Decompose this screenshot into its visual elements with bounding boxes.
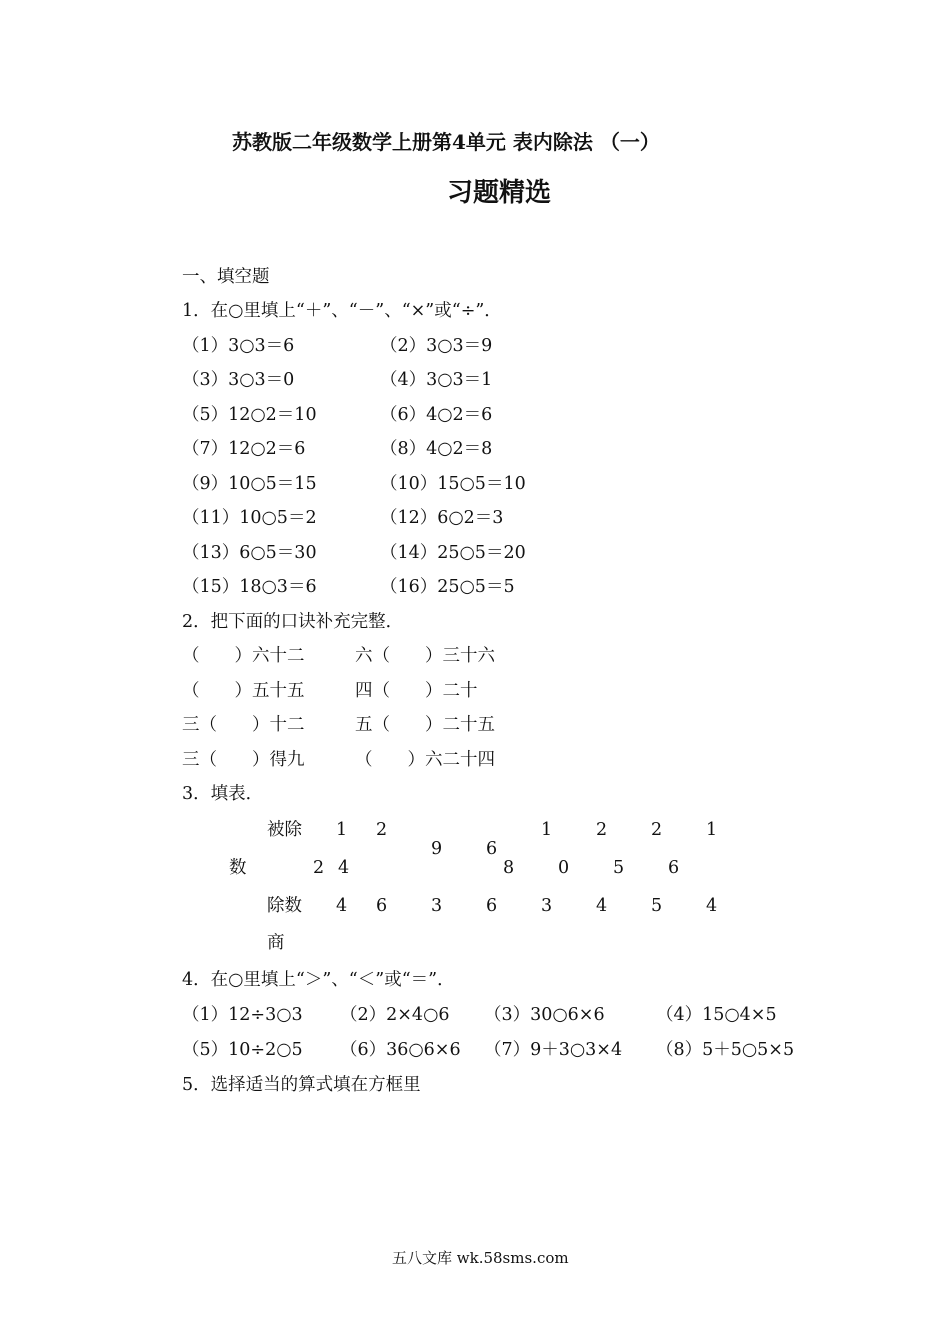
q1-item: （13）6○5＝30	[182, 543, 317, 563]
dividend-digit: 0	[558, 858, 570, 878]
q1-item: （10）15○5＝10	[380, 474, 526, 494]
divisor-value: 6	[486, 896, 498, 916]
q1-item: （5）12○2＝10	[182, 405, 317, 425]
dividend-digit: 9	[431, 839, 443, 859]
q2-item: （ ）六二十四	[355, 750, 495, 770]
q1-item: （8）4○2＝8	[380, 439, 493, 459]
q1-item: （6）4○2＝6	[380, 405, 493, 425]
dividend-label: 被除	[267, 820, 302, 840]
q1-item: （15）18○3＝6	[182, 577, 317, 597]
q1-item: （16）25○5＝5	[380, 577, 515, 597]
divisor-value: 3	[431, 896, 443, 916]
dividend-label: 数	[229, 858, 247, 878]
divisor-value: 4	[596, 896, 608, 916]
dividend-digit: 6	[486, 839, 498, 859]
dividend-digit: 1	[541, 820, 553, 840]
divisor-value: 4	[706, 896, 718, 916]
q2-item: 四（ ）二十	[355, 681, 478, 701]
q4-item: （2）2×4○6	[340, 1005, 450, 1025]
q1-item: （4）3○3＝1	[380, 370, 493, 390]
q4-item: （3）30○6×6	[484, 1005, 605, 1025]
q1-item: （11）10○5＝2	[182, 508, 317, 528]
document-subtitle: 习题精选	[447, 178, 552, 208]
q1-item: （3）3○3＝0	[182, 370, 295, 390]
q4-item: （5）10÷2○5	[182, 1040, 303, 1060]
quotient-label: 商	[267, 933, 285, 953]
q4-item: （7）9＋3○3×4	[484, 1040, 623, 1060]
divisor-value: 5	[651, 896, 663, 916]
q4-item: （6）36○6×6	[340, 1040, 461, 1060]
dividend-digit: 6	[668, 858, 680, 878]
q1-item: （9）10○5＝15	[182, 474, 317, 494]
dividend-digit: 2	[651, 820, 663, 840]
dividend-digit: 2	[313, 858, 325, 878]
q1-item: （7）12○2＝6	[182, 439, 306, 459]
q2-item: 五（ ）二十五	[355, 715, 495, 735]
q5-prompt: 5．选择适当的算式填在方框里	[182, 1075, 421, 1095]
dividend-digit: 1	[336, 820, 348, 840]
dividend-digit: 8	[503, 858, 515, 878]
q1-item: （14）25○5＝20	[380, 543, 526, 563]
q3-prompt: 3．填表．	[182, 784, 264, 804]
divisor-label: 除数	[267, 896, 302, 916]
page-footer: 五八文库 wk.58sms.com	[392, 1249, 569, 1267]
q2-item: 三（ ）得九	[182, 750, 305, 770]
dividend-digit: 2	[596, 820, 608, 840]
dividend-digit: 5	[613, 858, 625, 878]
dividend-digit: 4	[338, 858, 350, 878]
q2-item: 六（ ）三十六	[355, 646, 495, 666]
q4-prompt: 4．在○里填上“＞”、“＜”或“＝”．	[182, 970, 455, 990]
dividend-digit: 1	[706, 820, 718, 840]
q4-item: （4）15○4×5	[656, 1005, 777, 1025]
document-title: 苏教版二年级数学上册第4单元 表内除法 （一）	[232, 130, 660, 154]
divisor-value: 6	[376, 896, 388, 916]
section-heading: 一、填空题	[182, 267, 270, 287]
q4-item: （1）12÷3○3	[182, 1005, 303, 1025]
q1-item: （12）6○2＝3	[380, 508, 504, 528]
q2-item: （ ）六十二	[182, 646, 305, 666]
q1-prompt: 1．在○里填上“＋”、“－”、“×”或“÷”．	[182, 301, 502, 321]
q4-item: （8）5＋5○5×5	[656, 1040, 795, 1060]
divisor-value: 3	[541, 896, 553, 916]
divisor-value: 4	[336, 896, 348, 916]
q2-item: 三（ ）十二	[182, 715, 305, 735]
dividend-digit: 2	[376, 820, 388, 840]
q2-item: （ ）五十五	[182, 681, 305, 701]
q1-item: （1）3○3＝6	[182, 336, 295, 356]
q1-item: （2）3○3＝9	[380, 336, 493, 356]
q2-prompt: 2．把下面的口诀补充完整．	[182, 612, 404, 632]
